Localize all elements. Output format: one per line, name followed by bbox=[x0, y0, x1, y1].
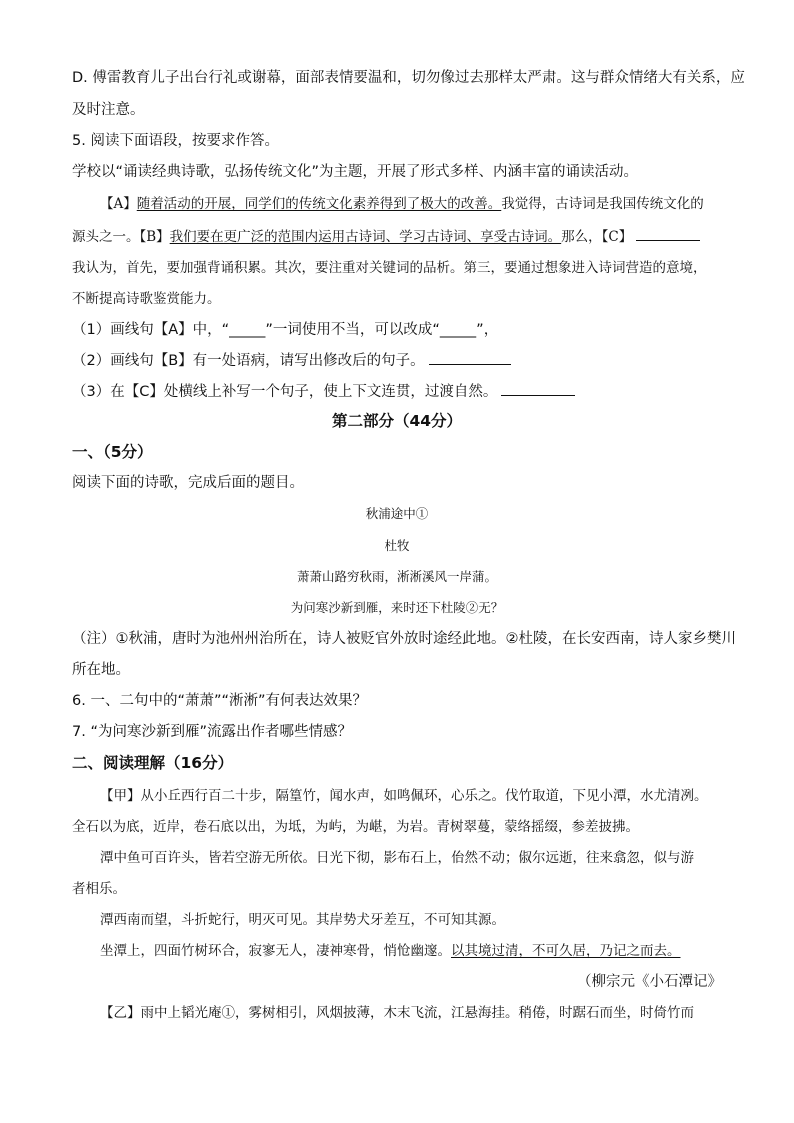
poem-note-line2: 所在地。 bbox=[72, 662, 130, 678]
passage-line-3: 我认为，首先，要加强背诵积累。其次，要注重对关键词的品析。第三，要通过想象进入诗词营造的意境， bbox=[72, 260, 707, 276]
poem-line-2: 为问寒沙新到雁，来时还下杜陵②无？ bbox=[290, 600, 504, 615]
marker-a: 【A】 bbox=[100, 196, 137, 212]
passage-jia-line2: 全石以为底，近岸，卷石底以出，为坻，为屿，为嵁，为岩。青树翠蔓，蒙络摇缀，参差披拂。 bbox=[72, 819, 639, 835]
question-7: 7. “为问寒沙新到雁”流露出作者哪些情感？ bbox=[72, 724, 352, 740]
part-2-title: 第二部分（44分） bbox=[331, 412, 463, 430]
passage-jia-line1: 【甲】从小丘西行百二十步，隔篁竹，闻水声，如鸣佩环，心乐之。伐竹取道，下见小潭，水尤清冽。 bbox=[100, 788, 708, 804]
passage-text: 我觉得，古诗词是我国传统文化的 bbox=[501, 196, 704, 212]
passage-line-4: 不断提高诗歌鉴赏能力。 bbox=[72, 291, 221, 307]
poem-line-1: 萧萧山路穷秋雨，淅淅溪风一岸蒲。 bbox=[296, 569, 497, 584]
question-5-intro: 学校以“诵读经典诗歌，弘扬传统文化”为主题，开展了形式多样、内涵丰富的诵读活动。 bbox=[72, 164, 639, 180]
question-5-2-row bbox=[72, 350, 511, 371]
marker-b-text: 源头之一。【B】 bbox=[72, 229, 170, 245]
section-1-heading: 一、（5分） bbox=[72, 443, 153, 461]
question-5-heading: 5. 阅读下面语段，按要求作答。 bbox=[72, 133, 279, 149]
answer-blank-5-3[interactable] bbox=[501, 381, 575, 396]
question-5-2: （2）画线句【B】有一处语病，请写出修改后的句子。 bbox=[72, 353, 425, 369]
question-5-1: （1）画线句【A】中，“_____”一词使用不当，可以改成“_____”， bbox=[72, 322, 499, 338]
section-2-heading: 二、阅读理解（16分） bbox=[72, 754, 234, 772]
passage-source: （柳宗元《小石潭记》 bbox=[577, 974, 722, 990]
answer-blank-c[interactable] bbox=[636, 226, 700, 241]
poem-title: 秋浦途中① bbox=[365, 506, 429, 521]
option-d-line1: D. 傅雷教育儿子出台行礼或谢幕，面部表情要温和，切勿像过去那样太严肃。这与群众情绪大有关系，应 bbox=[72, 70, 745, 86]
passage-yi-line1: 【乙】雨中上韬光庵①，雾树相引，风烟披薄，木末飞流，江悬海挂。稍倦，时踞石而坐，时倚竹而 bbox=[100, 1005, 694, 1021]
poem-note-line1: （注）①秋浦，唐时为池州州治所在，诗人被贬官外放时途经此地。②杜陵，在长安西南，诗人家乡樊川 bbox=[72, 631, 736, 647]
answer-blank-5-2[interactable] bbox=[429, 350, 511, 365]
underlined-sentence-a: 随着活动的开展，同学们的传统文化素养得到了极大的改善。 bbox=[136, 196, 502, 212]
underlined-sentence-b: 我们要在更广泛的范围内运用古诗词、学习古诗词、享受古诗词。 bbox=[169, 229, 562, 245]
passage-line-1 bbox=[100, 194, 704, 214]
poem-instruction: 阅读下面的诗歌，完成后面的题目。 bbox=[72, 475, 304, 491]
poem-author: 杜牧 bbox=[384, 538, 410, 553]
question-5-3-row bbox=[72, 381, 575, 402]
passage-jia-line4: 者相乐。 bbox=[72, 881, 126, 897]
question-5-3: （3）在【C】处横线上补写一个句子，使上下文连贯，过渡自然。 bbox=[72, 384, 498, 400]
marker-c-text: 那么，【C】 bbox=[561, 229, 633, 245]
passage-jia-line5: 潭西南而望，斗折蛇行，明灭可见。其岸势犬牙差互，不可知其源。 bbox=[100, 912, 505, 928]
question-6: 6. 一、二句中的“萧萧”“淅淅”有何表达效果？ bbox=[72, 693, 367, 709]
passage-text: 坐潭上，四面竹树环合，寂寥无人，凄神寒骨，悄怆幽邃。 bbox=[100, 943, 451, 959]
option-d-line2: 及时注意。 bbox=[72, 102, 145, 118]
passage-jia-line6 bbox=[100, 941, 681, 961]
passage-jia-line3: 潭中鱼可百许头，皆若空游无所依。日光下彻，影布石上，佁然不动；俶尔远逝，往来翕忽，似与游 bbox=[100, 850, 694, 866]
underlined-sentence-jia: 以其境过清，不可久居，乃记之而去。 bbox=[451, 943, 681, 959]
passage-line-2 bbox=[72, 226, 700, 247]
